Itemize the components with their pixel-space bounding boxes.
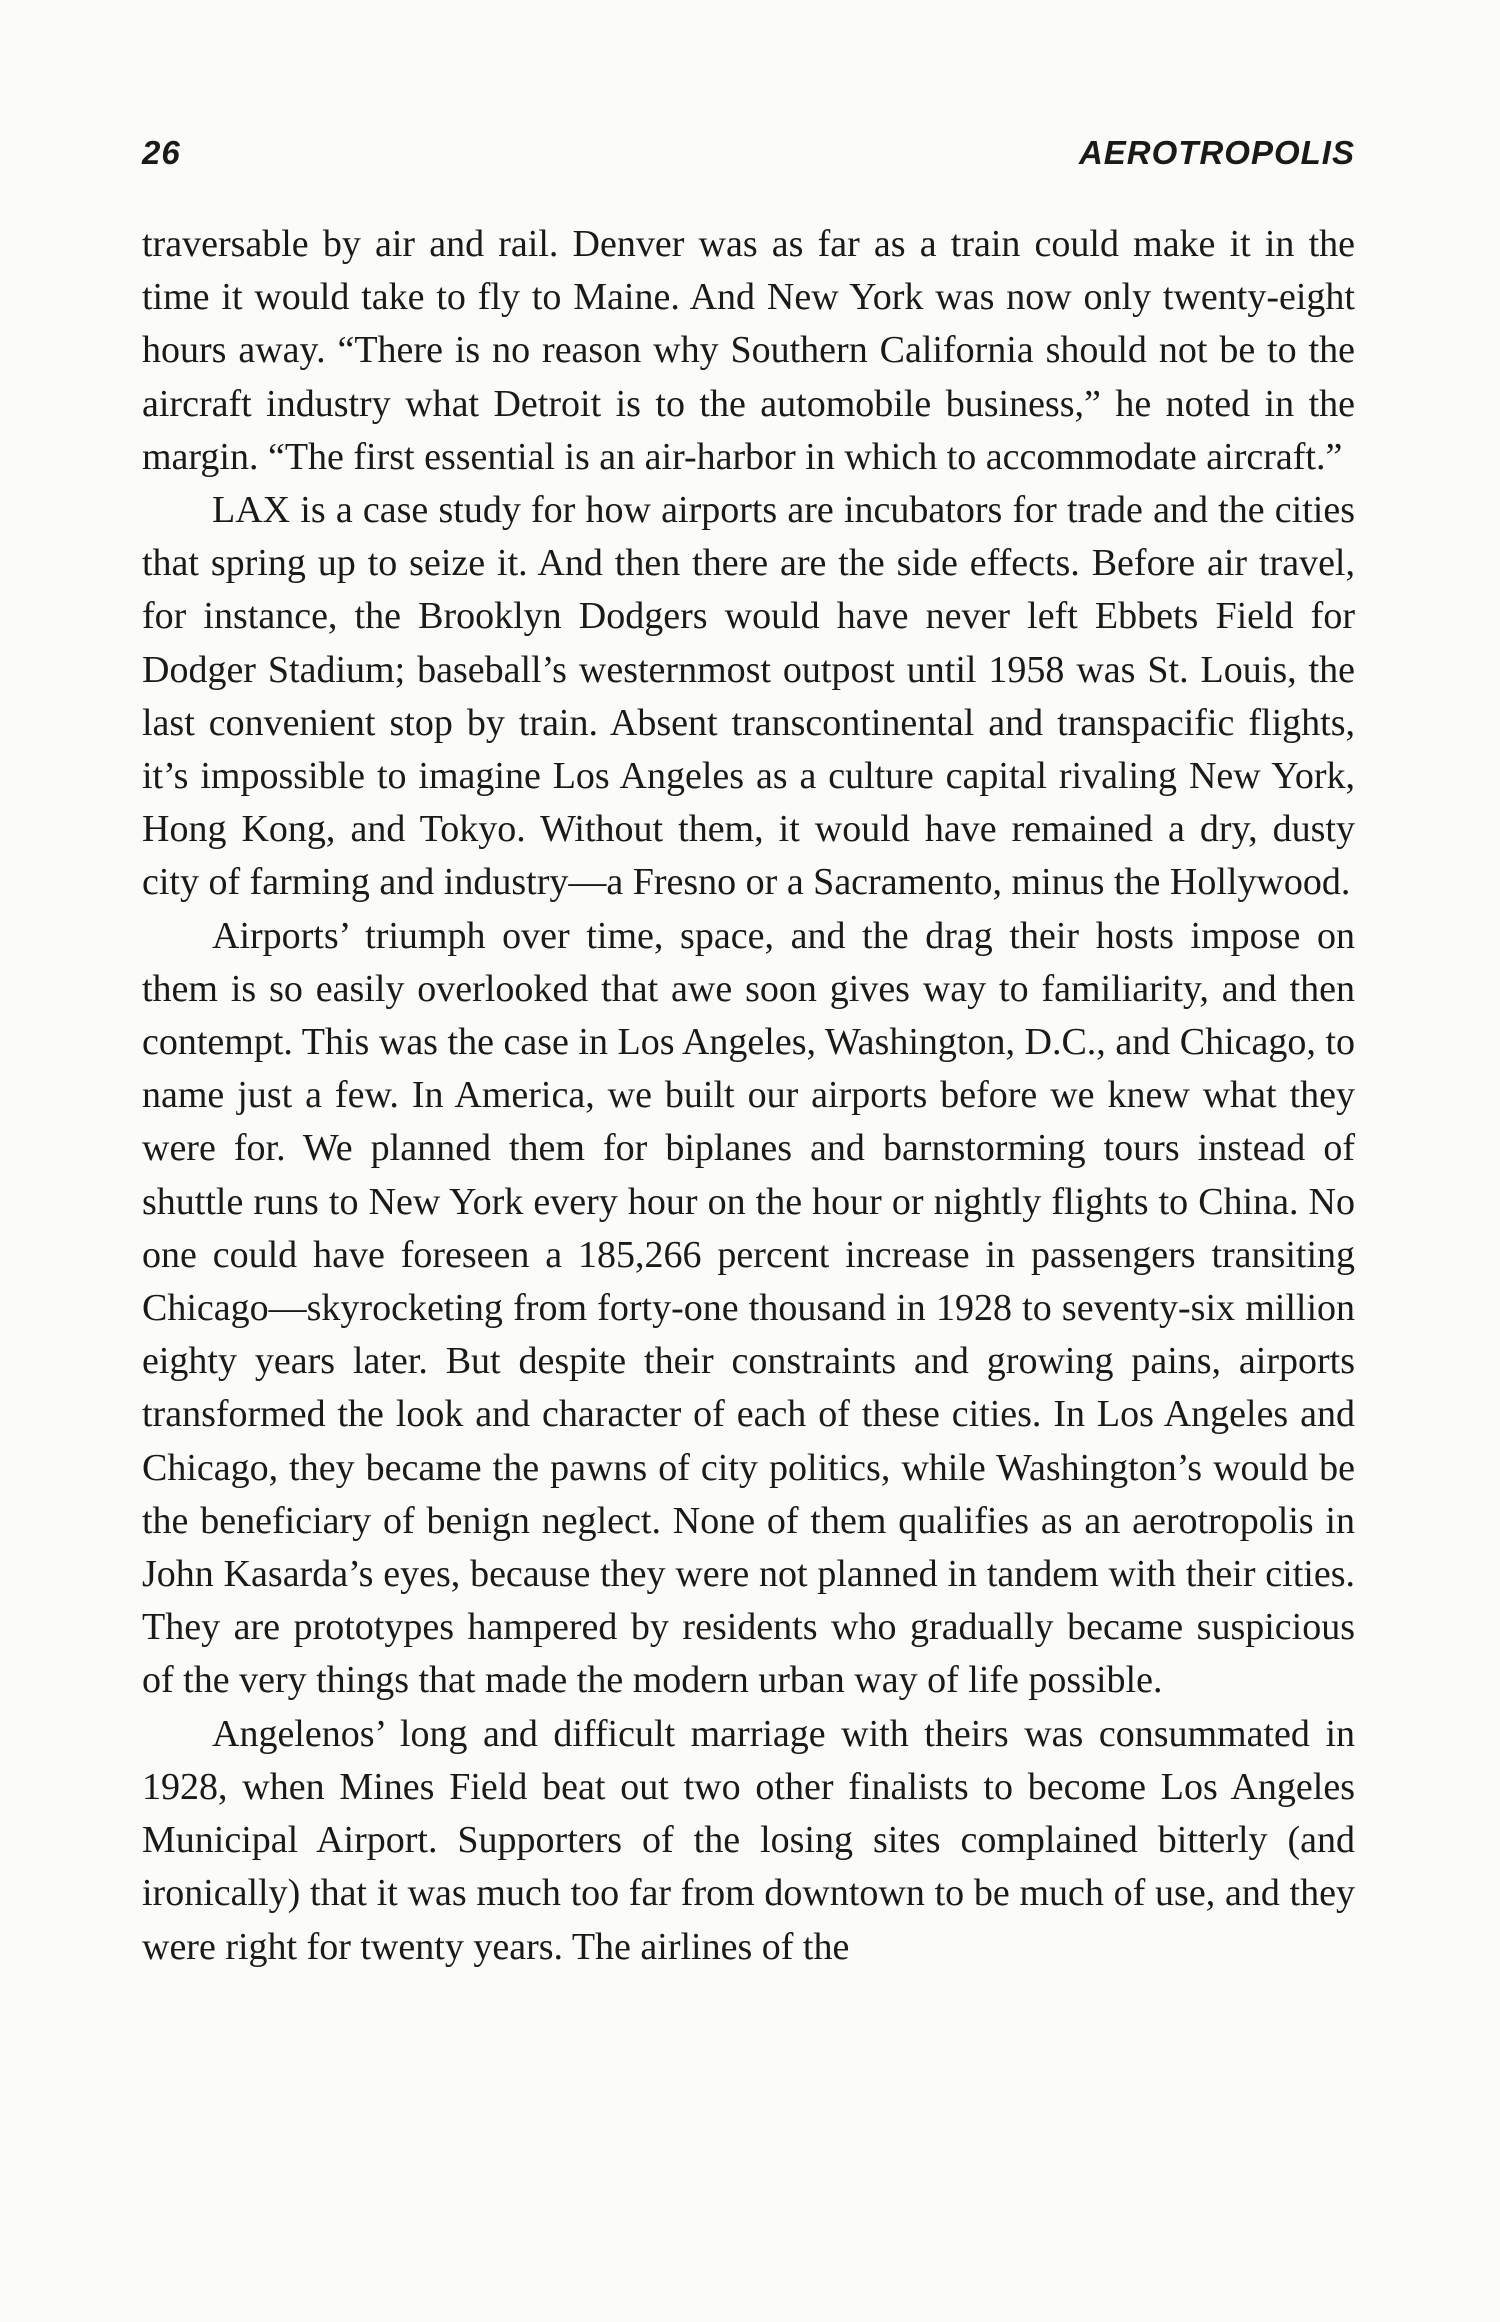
paragraph-airports-triumph: Airports’ triumph over time, space, and the drag their hosts impose on them is so easily overlooked that awe soon gives way to familiarity, and then contempt. This was the case in Los Angeles, Washington, D.C., and Chicago, to name just a few. In America, we built our airports before we knew what they were for. We planned them for biplanes and barnstorming tours instead of shuttle runs to New York every hour on the hour or nightly flights to China. No one could have foreseen a 185,266 percent increase in passengers transiting Chicago—skyrocketing from forty-one thousand in 1928 to seventy-six million eighty years later. But despite their constraints and growing pains, airports transformed the look and character of each of these cities. In Los Angeles and Chicago, they became the pawns of city politics, while Washington’s would be the beneficiary of benign neglect. None of them qualifies as an aerotropolis in John Kasarda’s eyes, because they were not planned in tandem with their cities. They are prototypes hampered by residents who gradually became suspicious of the very things that made the modern urban way of life possible. <box>142 914 1355 1702</box>
body-text <box>142 218 1355 1974</box>
running-title: AEROTROPOLIS <box>1078 134 1355 171</box>
page-number: 26 <box>142 134 181 171</box>
paragraph-continuation: traversable by air and rail. Denver was as far as a train could make it in the time it would take to fly to Maine. And New York was now only twenty-eight hours away. “There is no reason why Southern California should not be to the aircraft industry what Detroit is to the automobile business,” he noted in the margin. “The first essential is an air-harbor in which to accommodate aircraft.” <box>142 223 1355 478</box>
running-head <box>142 134 1355 178</box>
paragraph-lax-case-study: LAX is a case study for how airports are incubators for trade and the cities that spring up to seize it. And then there are the side effects. Before air travel, for instance, the Brooklyn Dodgers would have never left Ebbets Field for Dodger Stadium; baseball’s westernmost outpost until 1958 was St. Louis, the last convenient stop by train. Absent transcontinental and transpacific flights, it’s impossible to imagine Los Angeles as a culture capital rivaling New York, Hong Kong, and Tokyo. Without them, it would have remained a dry, dusty city of farming and industry—a Fresno or a Sacramento, minus the Hollywood. <box>142 489 1355 904</box>
paragraph-angelenos-marriage: Angelenos’ long and difficult marriage with theirs was consummated in 1928, when Mines Field beat out two other finalists to become Los Angeles Municipal Airport. Supporters of the losing sites complained bitterly (and ironically) that it was much too far from downtown to be much of use, and they were right for twenty years. The airlines of the <box>142 1712 1355 1968</box>
book-page <box>142 0 1355 2322</box>
